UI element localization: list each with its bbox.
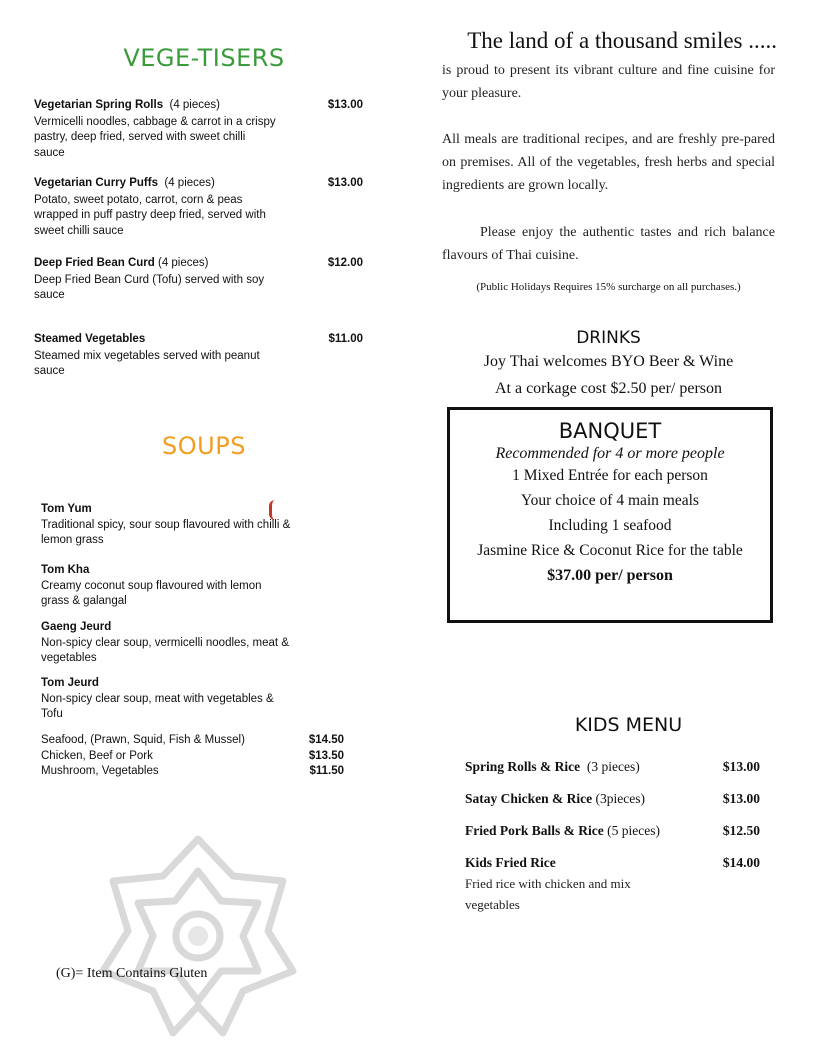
soup-name: Gaeng Jeurd — [41, 621, 112, 633]
kids-menu-heading: KIDS MENU — [574, 714, 683, 736]
soup-price-row — [41, 764, 344, 780]
kids-item-qty: (3 pieces) — [586, 759, 640, 774]
soup-price-label: Chicken, Beef or Pork — [41, 749, 153, 762]
item-description: Deep Fried Bean Curd (Tofu) served with soy sauce — [34, 273, 265, 301]
kids-item-description: Fried rice with chicken and mix vegetables — [465, 876, 631, 912]
soup-description: Non-spicy clear soup, meat with vegetables & Tofu — [41, 692, 274, 720]
item-name: Steamed Vegetables — [34, 333, 146, 345]
item-description: Steamed mix vegetables served with peanut sauce — [34, 349, 260, 377]
tagline: The land of a thousand smiles ..... — [467, 28, 777, 53]
banquet-line: 1 Mixed Entrée for each person — [512, 467, 708, 484]
vege-tisers-heading: VEGE-TISERS — [123, 44, 285, 72]
kids-item-fried-rice — [465, 852, 760, 915]
drinks-corkage-line: At a corkage cost $2.50 per/ person — [494, 380, 723, 397]
thai-flower-pattern-icon — [93, 831, 303, 1041]
soup-name: Tom Jeurd — [41, 677, 99, 689]
item-price: $11.00 — [328, 333, 363, 345]
intro-paragraph-1 — [442, 59, 775, 105]
intro-text: Please enjoy the authentic tastes and rich balance flavours of Thai cuisine. — [442, 225, 775, 263]
gluten-note: (G)= Item Contains Gluten — [56, 966, 208, 981]
kids-item-price: $14.00 — [722, 855, 760, 870]
soup-item-gaeng-jeurd — [41, 620, 291, 667]
soup-name: Tom Yum — [41, 503, 92, 515]
menu-item-vegetarian-spring-rolls — [34, 98, 379, 161]
menu-item-vegetarian-curry-puffs — [34, 176, 379, 239]
item-name: Vegetarian Curry Puffs — [34, 177, 158, 189]
item-qty: (4 pieces) — [157, 257, 209, 269]
drinks-heading: DRINKS — [576, 328, 641, 348]
item-qty: (4 pieces) — [169, 99, 220, 111]
item-price: $13.00 — [327, 177, 363, 189]
intro-paragraph-3 — [442, 221, 775, 267]
intro-text: All meals are traditional recipes, and are freshly pre-pared on premises. All of the vegetables, fresh herbs and special ingredients are grown locally. — [442, 132, 775, 193]
soup-price-label: Seafood, (Prawn, Squid, Fish & Mussel) — [41, 734, 245, 746]
item-description: Vermicelli noodles, cabbage & carrot in a crispy pastry, deep fried, served with sweet chilli sauce — [34, 115, 276, 159]
drinks-byo-line: Joy Thai welcomes BYO Beer & Wine — [483, 353, 734, 370]
kids-item-name: Fried Pork Balls & Rice — [465, 823, 604, 838]
intro-text: is proud to present its vibrant culture and fine cuisine for your pleasure. — [442, 63, 775, 101]
kids-item-qty: (5 pieces) — [607, 823, 660, 838]
soup-price: $13.50 — [308, 749, 344, 762]
banquet-line: Jasmine Rice & Coconut Rice for the table — [477, 542, 743, 559]
soup-description: Non-spicy clear soup, vermicelli noodles, meat & vegetables — [41, 636, 289, 664]
item-price: $13.00 — [327, 99, 363, 111]
soup-price-label: Mushroom, Vegetables — [41, 765, 159, 777]
banquet-heading: BANQUET — [558, 419, 662, 443]
item-price: $12.00 — [327, 257, 363, 269]
kids-item-price: $13.00 — [722, 791, 760, 806]
banquet-price: $37.00 per/ person — [547, 567, 673, 584]
soup-name: Tom Kha — [41, 564, 90, 576]
soup-price: $14.50 — [308, 734, 344, 746]
kids-item-satay-chicken — [465, 788, 760, 809]
item-name: Deep Fried Bean Curd — [34, 257, 155, 269]
soups-heading: SOUPS — [162, 432, 246, 460]
soup-price-row — [41, 733, 344, 749]
banquet-subtitle: Recommended for 4 or more people — [495, 445, 725, 462]
soup-item-tom-yum — [41, 502, 291, 549]
surcharge-note: (Public Holidays Requires 15% surcharge on all purchases.) — [476, 281, 741, 293]
soup-item-tom-jeurd — [41, 676, 291, 723]
kids-item-qty: (3pieces) — [595, 791, 645, 806]
soup-price-row — [41, 749, 344, 765]
kids-item-name: Satay Chicken & Rice — [465, 791, 593, 806]
kids-item-price: $12.50 — [722, 823, 760, 838]
soup-price: $11.50 — [309, 765, 344, 777]
item-name: Vegetarian Spring Rolls — [34, 99, 164, 111]
kids-item-name: Kids Fried Rice — [465, 855, 556, 870]
soup-price-list — [41, 733, 344, 780]
soup-item-tom-kha — [41, 563, 291, 610]
banquet-line: Including 1 seafood — [548, 517, 672, 534]
kids-item-spring-rolls — [465, 756, 760, 777]
item-description: Potato, sweet potato, carrot, corn & peas wrapped in puff pastry deep fried, served with sweet chilli sauce — [34, 193, 266, 237]
kids-item-name: Spring Rolls & Rice — [465, 759, 581, 774]
menu-item-deep-fried-bean-curd — [34, 256, 379, 304]
kids-item-price: $13.00 — [722, 759, 760, 774]
kids-item-fried-pork-balls — [465, 820, 760, 841]
banquet-box — [447, 407, 773, 623]
menu-item-steamed-vegetables — [34, 332, 379, 380]
item-qty: (4 pieces) — [164, 177, 215, 189]
soup-description: Creamy coconut soup flavoured with lemon grass & galangal — [41, 579, 262, 607]
intro-paragraph-2 — [442, 128, 775, 197]
soup-description: Traditional spicy, sour soup flavoured with chilli & lemon grass — [41, 518, 291, 546]
banquet-line: Your choice of 4 main meals — [521, 492, 699, 509]
